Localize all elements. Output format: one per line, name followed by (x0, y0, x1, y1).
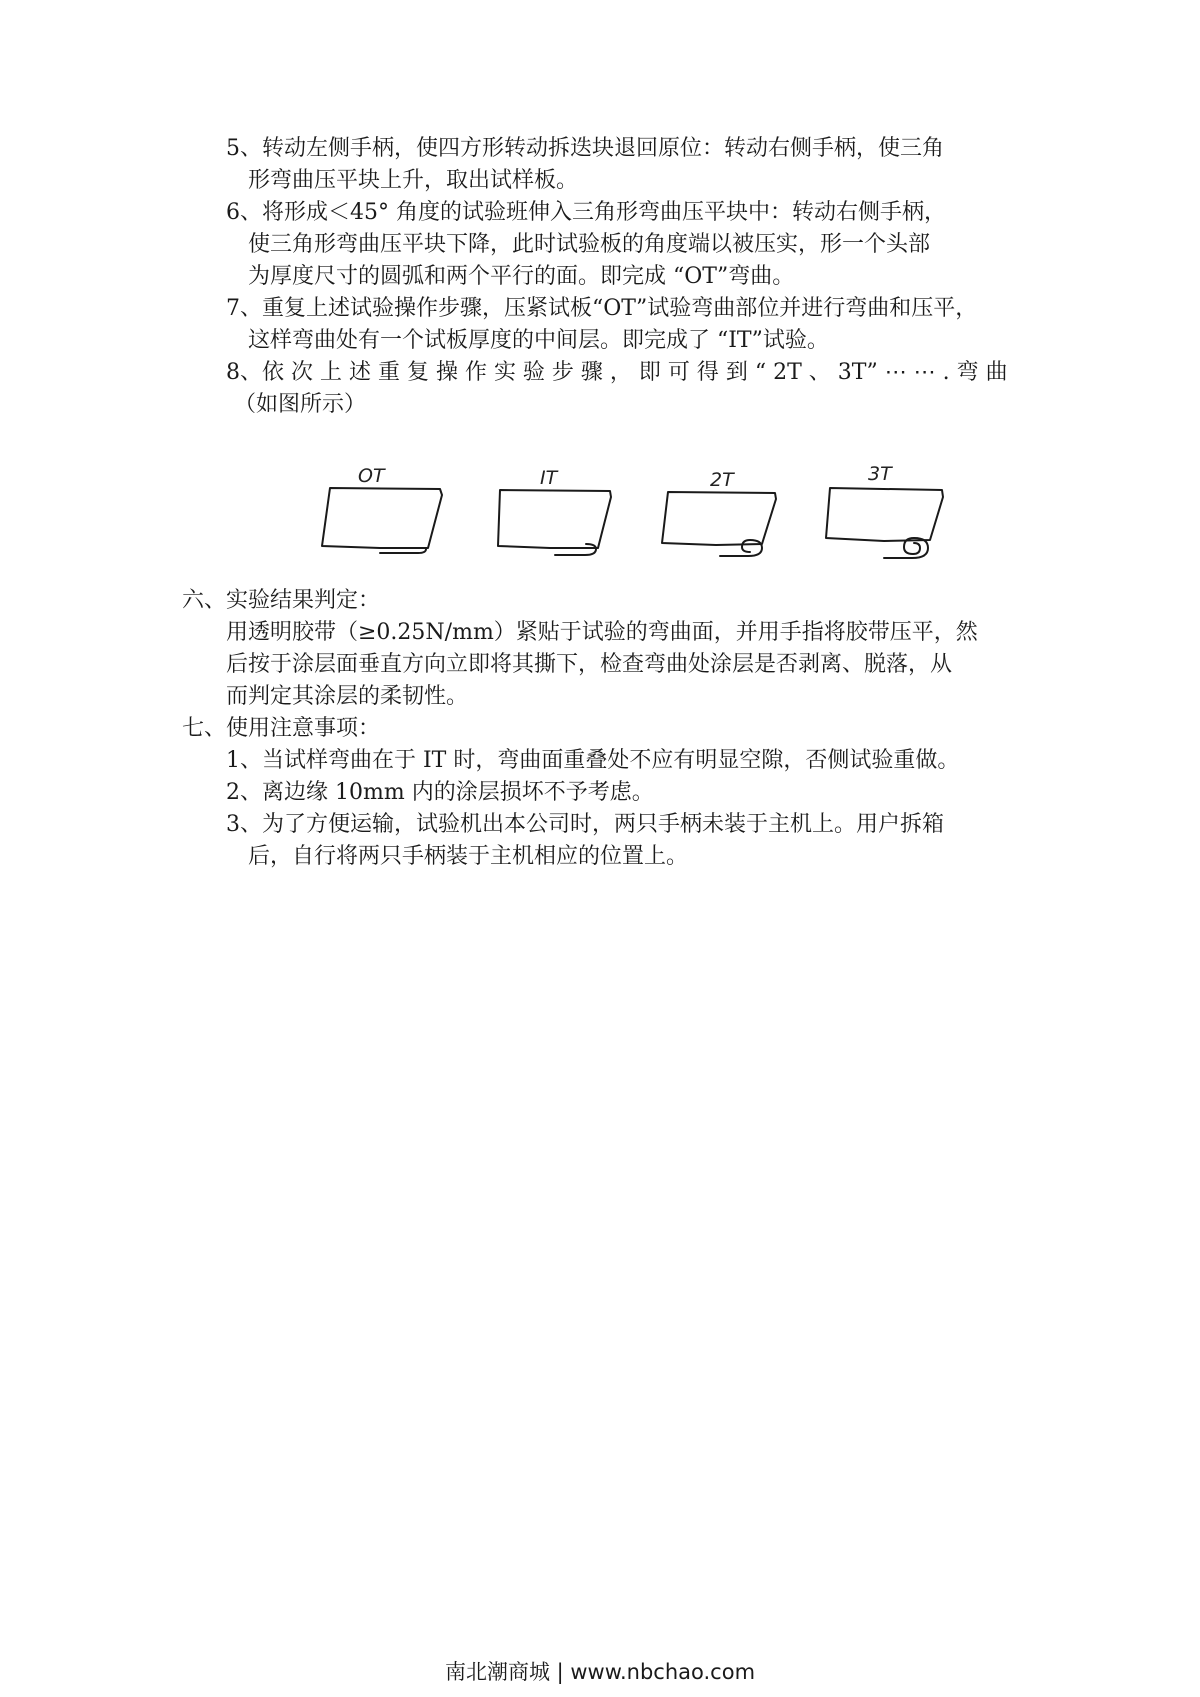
section-7-item-3-line-2: 后，自行将两只手柄装于主机相应的位置上。 (248, 844, 689, 869)
bend-sample-2t-fold (720, 540, 762, 556)
step-6-line-3: 为厚度尺寸的圆弧和两个平行的面。即完成 “OT”弯曲。 (248, 264, 795, 289)
section-7-item-1: 1、当试样弯曲在于 IT 时，弯曲面重叠处不应有明显空隙，否侧试验重做。 (226, 748, 960, 773)
bend-figure-svg (300, 448, 990, 588)
step-6-line-2: 使三角形弯曲压平块下降，此时试验板的角度端以被压实，形一个头部 (248, 232, 931, 257)
section-6-line-1: 用透明胶带（≥0.25N/mm）紧贴于试验的弯曲面，并用手指将胶带压平，然 (226, 620, 978, 645)
bend-label-2t: 2T (710, 469, 734, 491)
bend-sample-ot-plate (322, 488, 442, 548)
bend-sample-ot-fold (380, 549, 426, 553)
step-6-line-1: 6、将形成＜45° 角度的试验班伸入三角形弯曲压平块中：转动右侧手柄， (226, 200, 946, 225)
bend-sample-it (498, 490, 611, 555)
bend-sample-2t-plate (662, 492, 776, 545)
step-5-line-1: 5、转动左侧手柄，使四方形转动拆迭块退回原位：转动右侧手柄，使三角 (226, 136, 944, 161)
bend-sample-it-fold (555, 544, 596, 555)
footer-watermark: 南北潮商城 | www.nbchao.com (444, 1660, 756, 1684)
section-6-line-3: 而判定其涂层的柔韧性。 (226, 684, 469, 709)
bend-label-3t: 3T (868, 463, 892, 485)
bend-sample-2t (662, 492, 776, 556)
step-8-line-1: 8、依 次 上 述 重 复 操 作 实 验 步 骤 ， 即 可 得 到 “ 2T 、 3T” ⋯ ⋯ . 弯 曲 (226, 360, 1008, 385)
section-6-heading: 六、实验结果判定： (182, 588, 381, 613)
bend-sample-ot (322, 488, 442, 553)
step-5-line-2: 形弯曲压平块上升，取出试样板。 (248, 168, 579, 193)
bend-sample-3t (826, 488, 943, 558)
bend-label-ot: OT (358, 465, 385, 487)
bend-figure (300, 448, 990, 588)
bend-sample-it-plate (498, 490, 611, 548)
section-7-heading: 七、使用注意事项： (182, 716, 381, 741)
section-7-item-3-line-1: 3、为了方便运输，试验机出本公司时，两只手柄未装于主机上。用户拆箱 (226, 812, 944, 837)
section-6-line-2: 后按于涂层面垂直方向立即将其撕下，检查弯曲处涂层是否剥离、脱落，从 (226, 652, 953, 677)
step-7-line-2: 这样弯曲处有一个试板厚度的中间层。即完成了 “IT”试验。 (248, 328, 829, 353)
bend-sample-3t-plate (826, 488, 943, 541)
step-8-line-2: （如图所示） (234, 392, 367, 417)
bend-label-it: IT (540, 467, 558, 489)
step-7-line-1: 7、重复上述试验操作步骤，压紧试板“OT”试验弯曲部位并进行弯曲和压平， (226, 296, 978, 321)
section-7-item-2: 2、离边缘 10mm 内的涂层损坏不予考虑。 (226, 780, 654, 805)
